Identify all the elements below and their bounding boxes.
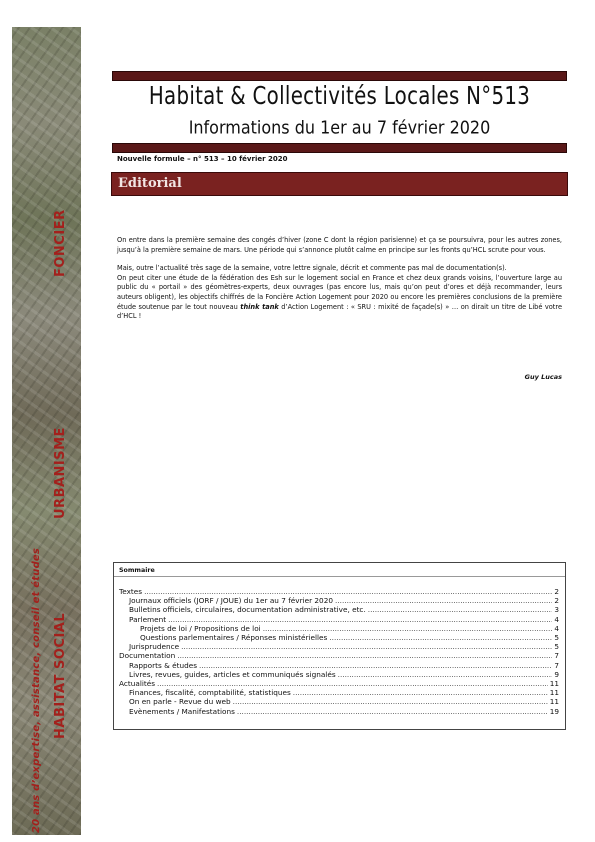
toc-entry-label: Questions parlementaires / Réponses ministérielles <box>140 633 328 643</box>
toc-entry-label: Livres, revues, guides, articles et communiqués signalés <box>129 669 336 679</box>
toc-entry-label: Documentation <box>119 651 176 661</box>
toc-entry-label: Parlement <box>129 614 167 624</box>
editorial-author: Guy Lucas <box>524 373 562 381</box>
toc-entry-label: Jurisprudence <box>129 642 180 652</box>
toc-entry[interactable] <box>119 661 559 670</box>
issue-line: Nouvelle formule – n° 513 – 10 février 2020 <box>117 155 288 163</box>
toc-entry-label: Finances, fiscalité, comptabilité, statistiques <box>129 688 291 698</box>
editorial-body <box>117 236 562 322</box>
toc-entry-page: 11 <box>549 679 559 689</box>
toc-entry-label: Bulletins officiels, circulaires, documentation administrative, etc. <box>129 605 366 615</box>
toc-entry-page: 19 <box>549 706 559 716</box>
editorial-paragraph: On entre dans la première semaine des congés d’hiver (zone C dont la région parisienne) et ça se poursuivra, pour les autres zones, jusqu’à la première semaine de mars. Une période qui s’annonce plutôt calme en principe sur les fronts qu’HCL scrute pour vous. <box>117 236 562 254</box>
toc-entry[interactable] <box>119 605 559 614</box>
editorial-text: On peut citer une étude de la fédération des Esh sur le logement social en France et chez deux grands voisins, l’ouverture large au public du « portail » des géomètres-experts, deux ouvrages (pas encore lus, mais qu’on peut d’ores et déjà recommander, leurs auteurs obligent), les objectifs chiffrés de la Foncière Action Logement pour 2020 ou encore les premières conclusions de la première étude soutenue par le tout nouveau <box>117 273 562 311</box>
editorial-heading-bar <box>111 172 568 196</box>
toc-leader-dots <box>233 697 548 706</box>
toc-entry-page: 5 <box>554 642 559 652</box>
toc-leader-dots <box>177 651 552 660</box>
toc-entry-page: 11 <box>549 688 559 698</box>
toc-entry-label: Journaux officiels (JORF / JOUE) du 1er au 7 février 2020 <box>129 596 333 606</box>
toc-entry[interactable] <box>119 679 559 688</box>
editorial-paragraph <box>117 274 562 322</box>
sidebar-habitat-social-label: HABITAT SOCIAL <box>53 612 68 739</box>
toc-leader-dots <box>144 587 552 596</box>
toc-entry-label: Projets de loi / Propositions de loi <box>140 623 261 633</box>
toc-entry[interactable] <box>119 707 559 716</box>
toc-entry-page: 7 <box>554 651 559 661</box>
toc-leader-dots <box>263 624 553 633</box>
toc-entry-label: Evènements / Manifestations <box>129 706 235 716</box>
toc-entry[interactable] <box>119 633 559 642</box>
editorial-emphasis: think tank <box>240 302 279 311</box>
toc-entry[interactable] <box>119 596 559 605</box>
toc-entry[interactable] <box>119 697 559 706</box>
editorial-heading: Editorial <box>118 176 182 191</box>
toc-entry-page: 9 <box>554 669 559 679</box>
toc-leader-dots <box>293 688 548 697</box>
toc-entry[interactable] <box>119 688 559 697</box>
toc-entry[interactable] <box>119 651 559 660</box>
toc-leader-dots <box>168 615 552 624</box>
toc-leader-dots <box>237 707 548 716</box>
toc-entry-page: 5 <box>554 633 559 643</box>
page-title: Habitat & Collectivités Locales N°513 <box>148 82 531 111</box>
toc-entry-page: 11 <box>549 697 559 707</box>
toc-entry[interactable] <box>119 615 559 624</box>
toc-entry-page: 4 <box>554 614 559 624</box>
toc-entry-label: Textes <box>119 587 143 596</box>
toc-leader-dots <box>335 596 552 605</box>
toc-entry-label: On en parle - Revue du web <box>129 697 231 707</box>
toc-leader-dots <box>338 670 553 679</box>
editorial-text: d’Action Logement : « SRU : mixité de façade(s) » … on dirait un titre de Libé votre d’HCL ! <box>117 302 562 321</box>
toc-entry-page: 2 <box>554 596 559 606</box>
page-subtitle: Informations du 1er au 7 février 2020 <box>188 117 491 138</box>
toc-entry-label: Rapports & études <box>129 660 197 670</box>
toc-leader-dots <box>157 679 548 688</box>
toc-heading: Sommaire <box>114 563 565 577</box>
editorial-paragraph: Mais, outre l’actualité très sage de la semaine, votre lettre signale, décrit et commente pas mal de documentation(s). <box>117 264 507 273</box>
toc-entry-page: 3 <box>554 605 559 615</box>
toc-leader-dots <box>329 633 552 642</box>
toc-entry-page: 7 <box>554 660 559 670</box>
header-bar-bottom <box>112 143 567 153</box>
toc-entry[interactable] <box>119 642 559 651</box>
toc-entry[interactable] <box>119 670 559 679</box>
aerial-photo-strip <box>12 27 81 835</box>
table-of-contents <box>113 562 566 730</box>
toc-entry-page: 2 <box>554 587 559 596</box>
toc-entry-page: 4 <box>554 623 559 633</box>
header-bar-top <box>112 71 567 81</box>
toc-leader-dots <box>199 661 552 670</box>
toc-entry[interactable] <box>119 624 559 633</box>
toc-entry-label: Actualités <box>119 679 156 689</box>
sidebar-foncier-label: FONCIER <box>53 209 68 277</box>
toc-leader-dots <box>181 642 552 651</box>
toc-leader-dots <box>368 605 553 614</box>
toc-list <box>114 577 565 716</box>
toc-entry[interactable] <box>119 587 559 596</box>
sidebar-urbanisme-label: URBANISME <box>53 427 68 519</box>
sidebar-tagline: 20 ans d’expertise, assistance, conseil et études <box>31 547 42 833</box>
